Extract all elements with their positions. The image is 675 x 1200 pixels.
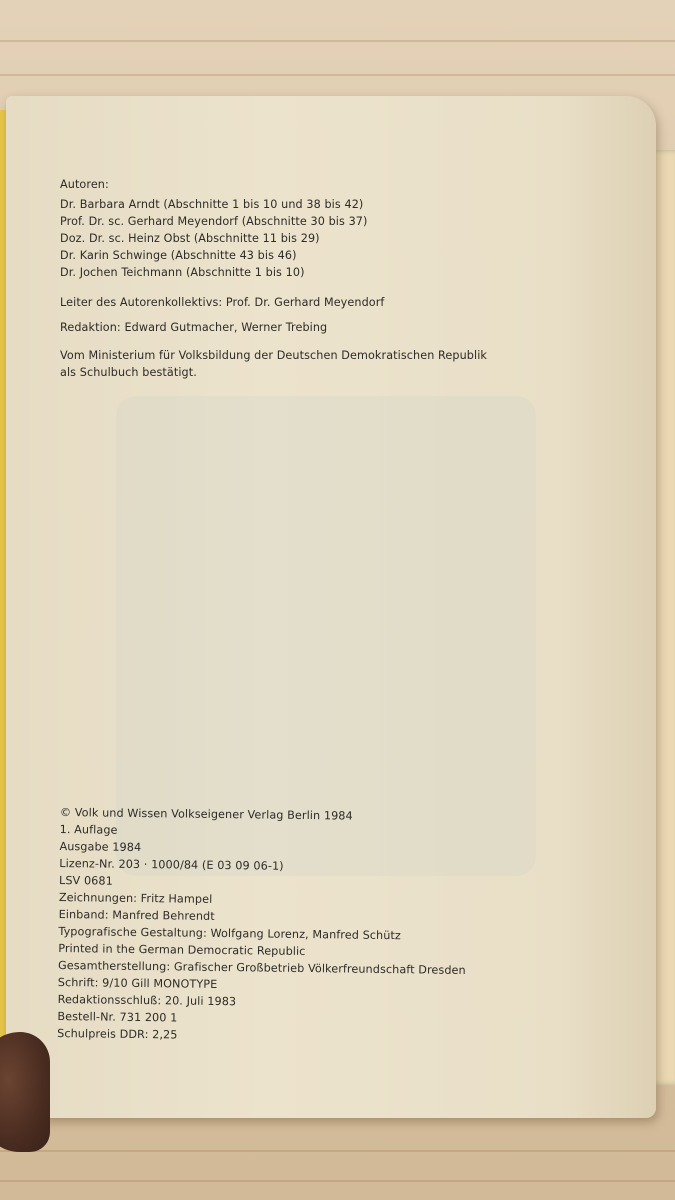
credits-block bbox=[60, 176, 487, 381]
imprint-line: Redaktionsschluß: 20. Juli 1983 bbox=[57, 992, 237, 1009]
imprint-line: Einband: Manfred Behrendt bbox=[58, 907, 215, 923]
imprint-line: Ausgabe 1984 bbox=[59, 839, 142, 854]
author-line: Doz. Dr. sc. Heinz Obst (Abschnitte 11 bis 29) bbox=[60, 232, 320, 245]
imprint-line: Gesamtherstellung: Grafischer Großbetrieb Völkerfreundschaft Dresden bbox=[57, 958, 466, 977]
wood-grain-line bbox=[0, 1180, 675, 1182]
collective-leader: Leiter des Autorenkollektivs: Prof. Dr. Gerhard Meyendorf bbox=[60, 296, 385, 309]
imprint-line: Lizenz-Nr. 203 · 1000/84 (E 03 09 06-1) bbox=[59, 856, 284, 873]
approval-line: als Schulbuch bestätigt. bbox=[60, 366, 197, 379]
imprint-block bbox=[57, 804, 468, 1047]
authors-heading: Autoren: bbox=[60, 178, 109, 191]
wood-grain-line bbox=[0, 40, 675, 42]
author-line: Dr. Jochen Teichmann (Abschnitte 1 bis 10) bbox=[60, 266, 305, 279]
imprint-line: Typografische Gestaltung: Wolfgang Lorenz, Manfred Schütz bbox=[58, 924, 402, 943]
imprint-line: Zeichnungen: Fritz Hampel bbox=[58, 890, 213, 906]
price-line: Schulpreis DDR: 2,25 bbox=[57, 1026, 178, 1042]
author-line: Dr. Karin Schwinge (Abschnitte 43 bis 46) bbox=[60, 249, 297, 262]
wood-grain-line bbox=[0, 1150, 675, 1152]
thumb bbox=[0, 1032, 50, 1152]
wood-grain-line bbox=[0, 74, 675, 76]
copyright-line: © Volk und Wissen Volkseigener Verlag Berlin 1984 bbox=[59, 805, 353, 823]
author-line: Dr. Barbara Arndt (Abschnitte 1 bis 10 und 38 bis 42) bbox=[60, 198, 364, 211]
page-discoloration bbox=[116, 396, 536, 876]
author-line: Prof. Dr. sc. Gerhard Meyendorf (Abschnitte 30 bis 37) bbox=[60, 215, 368, 228]
imprint-line: LSV 0681 bbox=[58, 873, 113, 888]
imprint-line: 1. Auflage bbox=[59, 822, 118, 837]
imprint-line: Printed in the German Democratic Republic bbox=[58, 941, 306, 959]
imprint-line: Bestell-Nr. 731 200 1 bbox=[57, 1009, 178, 1025]
editors-line: Redaktion: Edward Gutmacher, Werner Trebing bbox=[60, 321, 328, 334]
approval-line: Vom Ministerium für Volksbildung der Deutschen Demokratischen Republik bbox=[60, 349, 488, 362]
imprint-line: Schrift: 9/10 Gill MONOTYPE bbox=[57, 975, 218, 991]
